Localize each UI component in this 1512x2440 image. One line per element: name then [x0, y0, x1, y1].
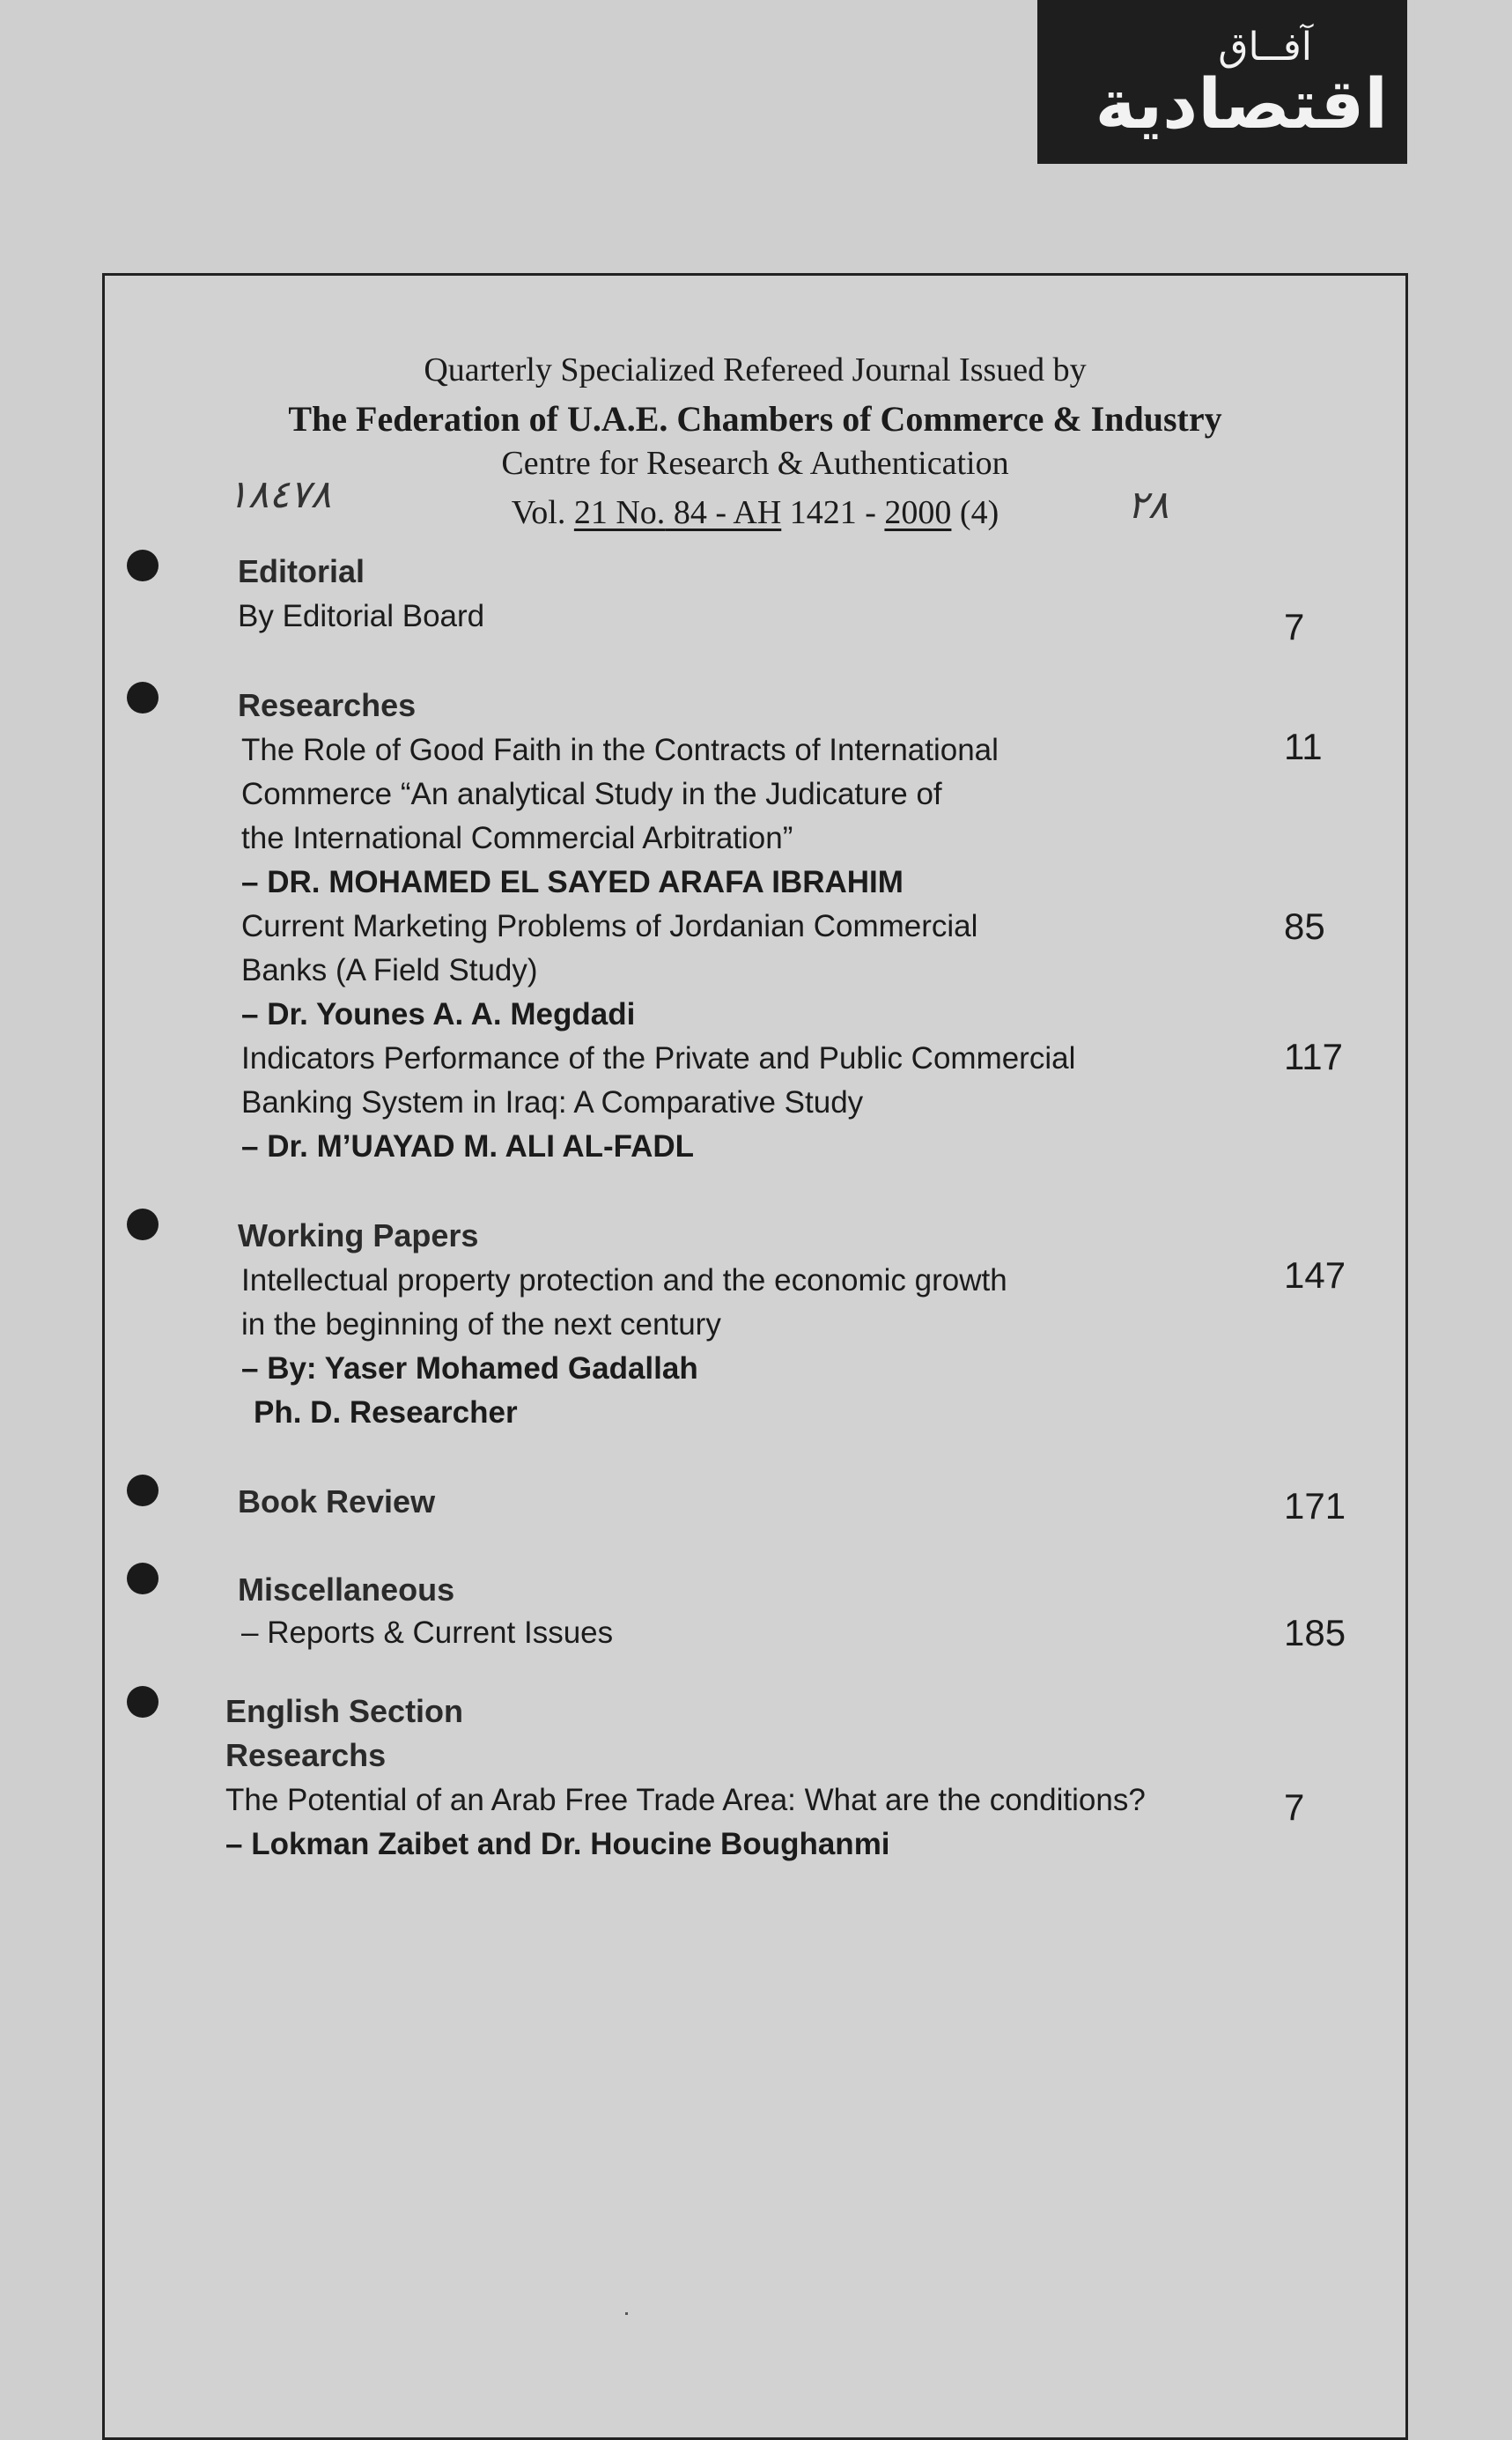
english-research-line: The Potential of an Arab Free Trade Area: What are the conditions? [225, 1783, 1146, 1817]
bullet-miscellaneous [127, 1563, 159, 1594]
logo-line-2: اقتصادية [1095, 65, 1388, 144]
english-research-author: – Lokman Zaibet and Dr. Houcine Boughanmi [225, 1827, 890, 1861]
research-3-line-1: Indicators Performance of the Private and Public Commercial [241, 1041, 1076, 1076]
bullet-researches [127, 682, 159, 714]
research-1-line-2: Commerce “An analytical Study in the Judicature of [241, 777, 942, 811]
section-subtitle-researchs: Researchs [225, 1737, 387, 1773]
miscellaneous-line: – Reports & Current Issues [241, 1616, 614, 1650]
editorial-line: By Editorial Board [238, 599, 485, 633]
section-title-researches: Researches [238, 687, 417, 723]
section-title-english: English Section [225, 1693, 464, 1729]
handwritten-note-right: ٢٨ [1127, 483, 1169, 528]
research-3-author: – Dr. M’UAYAD M. ALI AL-FADL [241, 1129, 695, 1164]
page-number-working-paper: 147 [1284, 1254, 1346, 1296]
page-number-editorial: 7 [1284, 606, 1305, 647]
section-title-miscellaneous: Miscellaneous [238, 1571, 455, 1608]
bullet-editorial [127, 550, 159, 581]
section-title-working-papers: Working Papers [238, 1217, 479, 1253]
page-number-miscellaneous: 185 [1284, 1612, 1346, 1653]
working-paper-line-1: Intellectual property protection and the economic growth [241, 1263, 1007, 1298]
research-2-line-2: Banks (A Field Study) [241, 953, 538, 987]
bullet-english-section [127, 1686, 159, 1718]
page-number-english-research: 7 [1284, 1786, 1305, 1828]
section-title-book-review: Book Review [238, 1483, 436, 1519]
volume-line: Vol. 21 No. 84 - AH 1421 - 2000 (4) [511, 494, 999, 531]
bullet-book-review [127, 1475, 159, 1506]
research-2-author: – Dr. Younes A. A. Megdadi [241, 997, 636, 1031]
working-paper-author-title: Ph. D. Researcher [254, 1395, 518, 1430]
page-number-research-3: 117 [1284, 1036, 1343, 1077]
scan-speck [625, 2312, 628, 2315]
page-number-research-2: 85 [1284, 906, 1325, 947]
research-1-line-1: The Role of Good Faith in the Contracts of International [241, 733, 999, 767]
research-2-line-1: Current Marketing Problems of Jordanian Commercial [241, 909, 978, 943]
research-3-line-2: Banking System in Iraq: A Comparative Study [241, 1085, 864, 1120]
publisher-name: The Federation of U.A.E. Chambers of Commerce & Industry [288, 399, 1222, 439]
journal-description: Quarterly Specialized Refereed Journal Issued by [424, 351, 1087, 388]
page-number-book-review: 171 [1284, 1485, 1346, 1527]
working-paper-author: – By: Yaser Mohamed Gadallah [241, 1351, 698, 1386]
bullet-working-papers [127, 1209, 159, 1240]
working-paper-line-2: in the beginning of the next century [241, 1307, 721, 1342]
section-title-editorial: Editorial [238, 553, 365, 589]
research-1-author: – DR. MOHAMED EL SAYED ARAFA IBRAHIM [241, 865, 904, 899]
handwritten-note-left: ١٨٤٧٨ [227, 472, 332, 517]
research-1-line-3: the International Commercial Arbitration” [241, 821, 793, 855]
logo-line-1: آفــاق [1218, 25, 1312, 70]
journal-logo [1037, 0, 1407, 164]
page-number-research-1: 11 [1284, 726, 1323, 767]
centre-name: Centre for Research & Authentication [501, 445, 1009, 482]
